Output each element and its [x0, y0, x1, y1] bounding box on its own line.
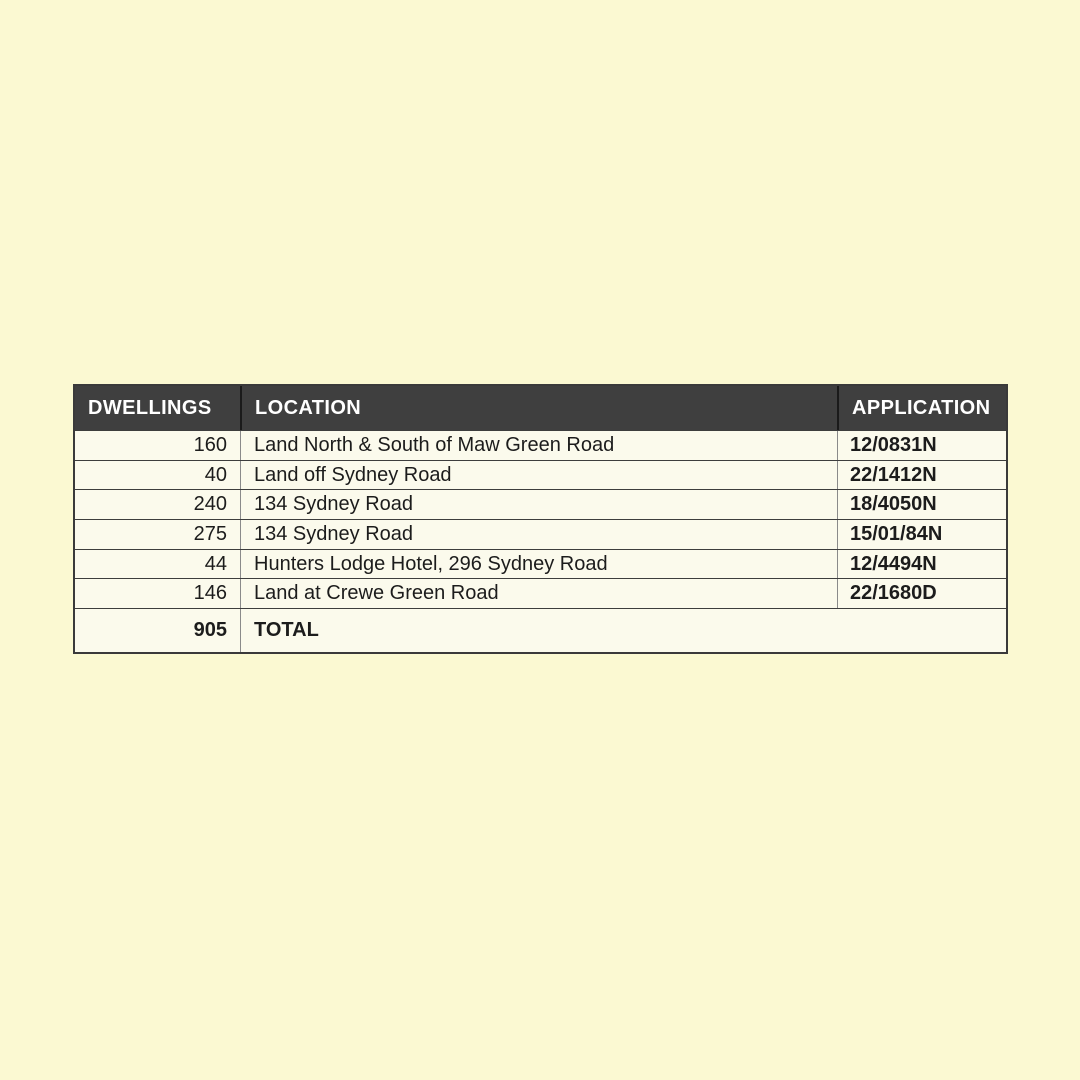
header-dwellings: DWELLINGS: [88, 396, 212, 419]
application-value: 22/1680D: [837, 579, 1006, 608]
header-application: APPLICATION: [837, 386, 1006, 430]
location-value: 134 Sydney Road: [240, 520, 837, 549]
table-row: [75, 549, 1006, 579]
location-value: Land North & South of Maw Green Road: [240, 431, 837, 460]
dwellings-value: 275: [193, 522, 227, 545]
location-value: Hunters Lodge Hotel, 296 Sydney Road: [240, 550, 837, 579]
dwellings-value: 240: [193, 493, 227, 516]
dwellings-value: 146: [193, 582, 227, 605]
dwellings-table: [73, 384, 1008, 654]
total-dwellings-value: 905: [193, 619, 227, 642]
application-value: 22/1412N: [837, 461, 1006, 490]
header-location: LOCATION: [240, 386, 837, 430]
dwellings-value: 40: [204, 463, 227, 486]
location-value: Land off Sydney Road: [240, 461, 837, 490]
location-value: 134 Sydney Road: [240, 490, 837, 519]
application-value: 12/0831N: [837, 431, 1006, 460]
total-label: TOTAL: [240, 609, 1006, 652]
dwellings-value: 44: [204, 552, 227, 575]
table-row: [75, 519, 1006, 549]
dwellings-value: 160: [193, 433, 227, 456]
table-row: [75, 460, 1006, 490]
location-value: Land at Crewe Green Road: [240, 579, 837, 608]
table-row: [75, 430, 1006, 460]
table-header-row: [75, 386, 1006, 430]
table-row: [75, 578, 1006, 608]
table-row: [75, 489, 1006, 519]
application-value: 18/4050N: [837, 490, 1006, 519]
table-total-row: [75, 608, 1006, 652]
application-value: 15/01/84N: [837, 520, 1006, 549]
application-value: 12/4494N: [837, 550, 1006, 579]
